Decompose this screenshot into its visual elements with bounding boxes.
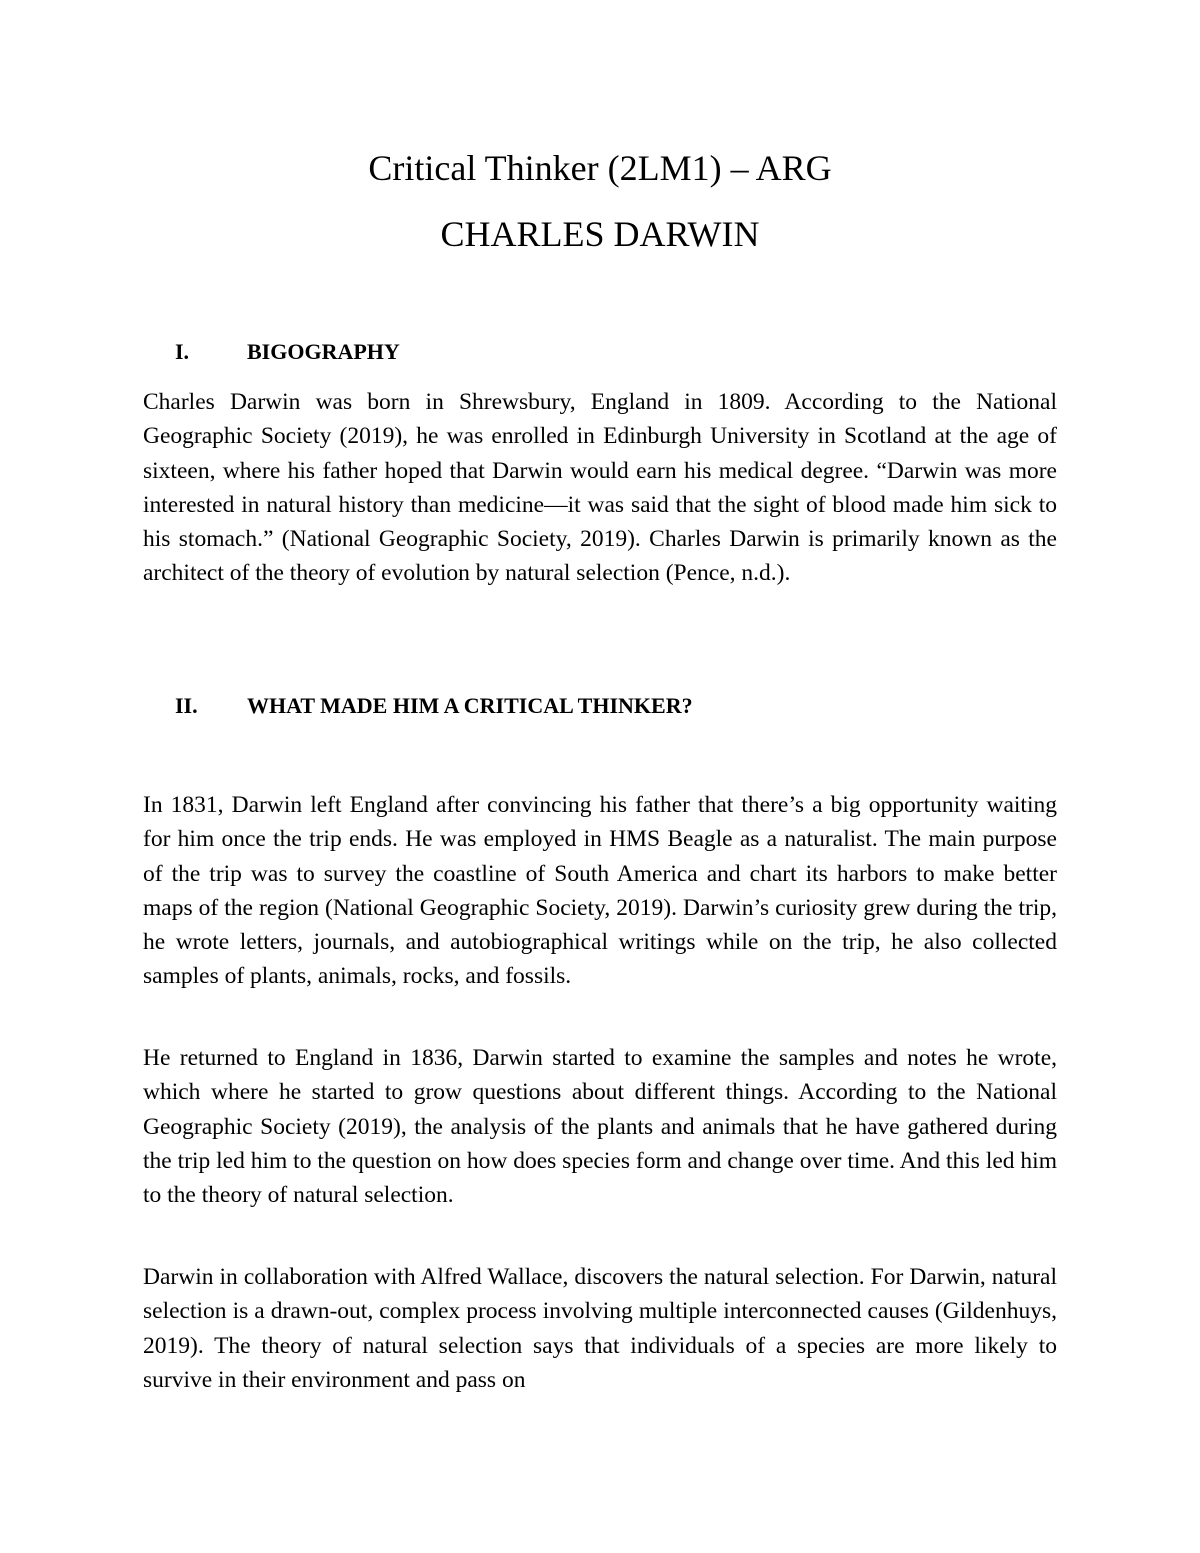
paragraph-beagle-voyage: In 1831, Darwin left England after convincing his father that there’s a big opportunity waiting for him once the trip ends. He was employed in HMS Beagle as a naturalist. The main purpose of the trip was to survey the coastline of South America and chart its harbors to make better maps of the region (National Geographic Society, 2019). Darwin’s curiosity grew during the trip, he wrote letters, journals, and autobiographical writings while on the trip, he also collected samples of plants, animals, rocks, and fossils. (143, 792, 1057, 990)
section-number: II. (175, 693, 198, 718)
section-title: WHAT MADE HIM A CRITICAL THINKER? (247, 693, 693, 718)
document-title: Critical Thinker (2LM1) – ARG (368, 148, 832, 188)
paragraph-return-to-england: He returned to England in 1836, Darwin started to examine the samples and notes he wrote, which where he started to grow questions about different things. According to the National Geographic Society (2019), the analysis of the plants and animals that he have gathered during the trip led him to the question on how does species form and change over time. And this led him to the theory of natural selection. (143, 1045, 1057, 1209)
document-subtitle: CHARLES DARWIN (440, 214, 760, 254)
paragraph-biography: Charles Darwin was born in Shrewsbury, England in 1809. According to the National Geographic Society (2019), he was enrolled in Edinburgh University in Scotland at the age of sixteen, where his father hoped that Darwin would earn his medical degree. “Darwin was more interested in natural history than medicine—it was said that the sight of blood made him sick to his stomach.” (National Geographic Society, 2019). Charles Darwin is primarily known as the architect of the theory of evolution by natural selection (Pence, n.d.). (143, 389, 1057, 587)
section-title: BIGOGRAPHY (247, 339, 400, 364)
paragraph-natural-selection: Darwin in collaboration with Alfred Wallace, discovers the natural selection. For Darwin, natural selection is a drawn-out, complex process involving multiple interconnected causes (Gildenhuys, 2019). The theory of natural selection says that individuals of a species are more likely to survive in their environment and pass on (143, 1264, 1057, 1393)
section-number: I. (175, 339, 190, 364)
